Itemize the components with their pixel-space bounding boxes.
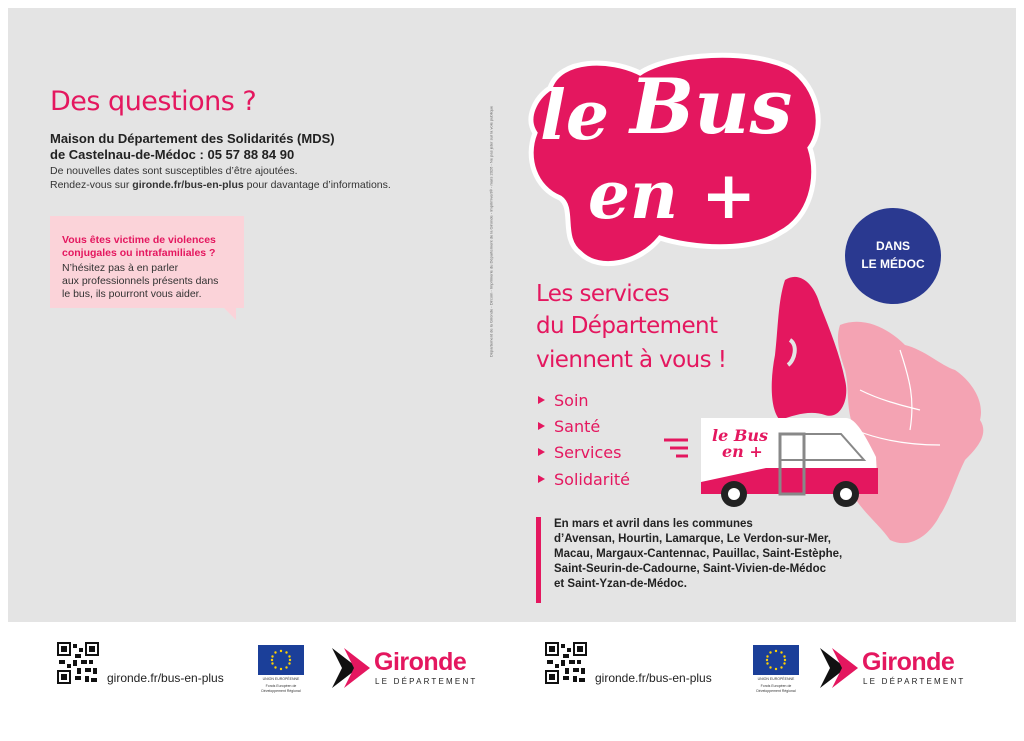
eu-flag-icon <box>258 645 304 675</box>
bus-logo-text-2: en + <box>722 442 763 461</box>
mds-name: Maison du Département des Solidarités (MDS) <box>50 131 335 146</box>
eu-caption: UNION EUROPÉENNE <box>262 677 300 681</box>
service-label: Services <box>554 443 622 462</box>
gironde-subtitle: LE DÉPARTEMENT <box>863 677 966 686</box>
gironde-mark-icon <box>332 648 370 688</box>
violence-callout <box>50 216 244 308</box>
headline-line-3: viennent à vous ! <box>536 347 727 373</box>
info-link[interactable]: gironde.fr/bus-en-plus <box>132 179 244 191</box>
bullet-arrow-icon <box>538 396 545 404</box>
page-title: Des questions ? <box>50 86 257 117</box>
info-note-prefix: Rendez-vous sur <box>50 179 133 191</box>
badge-line-2: LE MÉDOC <box>861 257 925 271</box>
headline-line-1: Les services <box>536 281 670 307</box>
eu-logo <box>258 645 304 694</box>
communes-line: En mars et avril dans les communes <box>554 518 753 530</box>
bullet-arrow-icon <box>538 448 545 456</box>
eu-logo <box>753 645 799 694</box>
info-note-suffix: pour davantage d’informations. <box>243 179 391 191</box>
callout-question-1: Vous êtes victime de violences <box>62 234 216 246</box>
medoc-badge <box>845 208 941 304</box>
communes-block <box>536 517 876 603</box>
bus-illustration <box>656 412 886 512</box>
eu-flag-icon <box>753 645 799 675</box>
communes-line: Macau, Margaux-Cantennac, Pauillac, Saint-Estèphe, <box>554 548 843 560</box>
callout-text-2: aux professionnels présents dans <box>62 275 219 287</box>
mds-contact: de Castelnau-de-Médoc : 05 57 88 84 90 <box>50 147 295 162</box>
qr-code-icon[interactable] <box>545 642 587 684</box>
communes-line: Saint-Seurin-de-Cadourne, Saint-Vivien-de-Médoc <box>554 563 826 575</box>
gironde-subtitle: LE DÉPARTEMENT <box>375 677 478 686</box>
headline-line-2: du Département <box>536 313 718 339</box>
footer-url[interactable]: gironde.fr/bus-en-plus <box>107 671 224 685</box>
print-credits <box>486 84 496 384</box>
bus-logo-text-1: le Bus <box>712 426 768 445</box>
callout-text-3: le bus, ils pourront vous aider. <box>62 288 202 300</box>
logo-word-en: en + <box>588 156 757 234</box>
logo-word-bus: Bus <box>630 62 793 151</box>
badge-line-1: DANS <box>875 239 910 253</box>
service-item <box>538 443 621 462</box>
print-credits-text: Département de la Gironde - Dircom - Imprimerie du Département de la Gironde - Imprim'vert® - mars 2026 - Ne pas jeter sur la voie publique <box>488 105 494 358</box>
dates-note: De nouvelles dates sont susceptibles d’être ajoutées. <box>50 165 298 177</box>
eu-caption-fund: Fonds Européen de Développement Régional <box>756 684 796 693</box>
callout-question-2: conjugales ou intrafamiliales ? <box>62 247 216 259</box>
logo-word-le: le <box>540 76 610 156</box>
eu-stars-icon <box>753 645 799 675</box>
eu-stars-icon <box>258 645 304 675</box>
gironde-name: Gironde <box>374 648 467 676</box>
service-item <box>538 470 630 489</box>
info-note <box>50 179 391 191</box>
service-label: Soin <box>554 391 589 410</box>
qr-code-icon[interactable] <box>57 642 99 684</box>
communes-line: et Saint-Yzan-de-Médoc. <box>554 578 687 590</box>
service-label: Solidarité <box>554 470 630 489</box>
service-label: Santé <box>554 417 601 436</box>
service-item <box>538 391 589 410</box>
eu-caption-fund: Fonds Européen de Développement Régional <box>261 684 301 693</box>
gironde-mark-icon <box>820 648 858 688</box>
callout-text-1: N’hésitez pas à en parler <box>62 262 179 274</box>
communes-line: d’Avensan, Hourtin, Lamarque, Le Verdon-sur-Mer, <box>554 533 831 545</box>
callout-tail <box>224 308 236 320</box>
bullet-arrow-icon <box>538 475 545 483</box>
bullet-arrow-icon <box>538 422 545 430</box>
gironde-name: Gironde <box>862 648 955 676</box>
footer-url[interactable]: gironde.fr/bus-en-plus <box>595 671 712 685</box>
eu-caption: UNION EUROPÉENNE <box>757 677 795 681</box>
service-item <box>538 417 600 436</box>
